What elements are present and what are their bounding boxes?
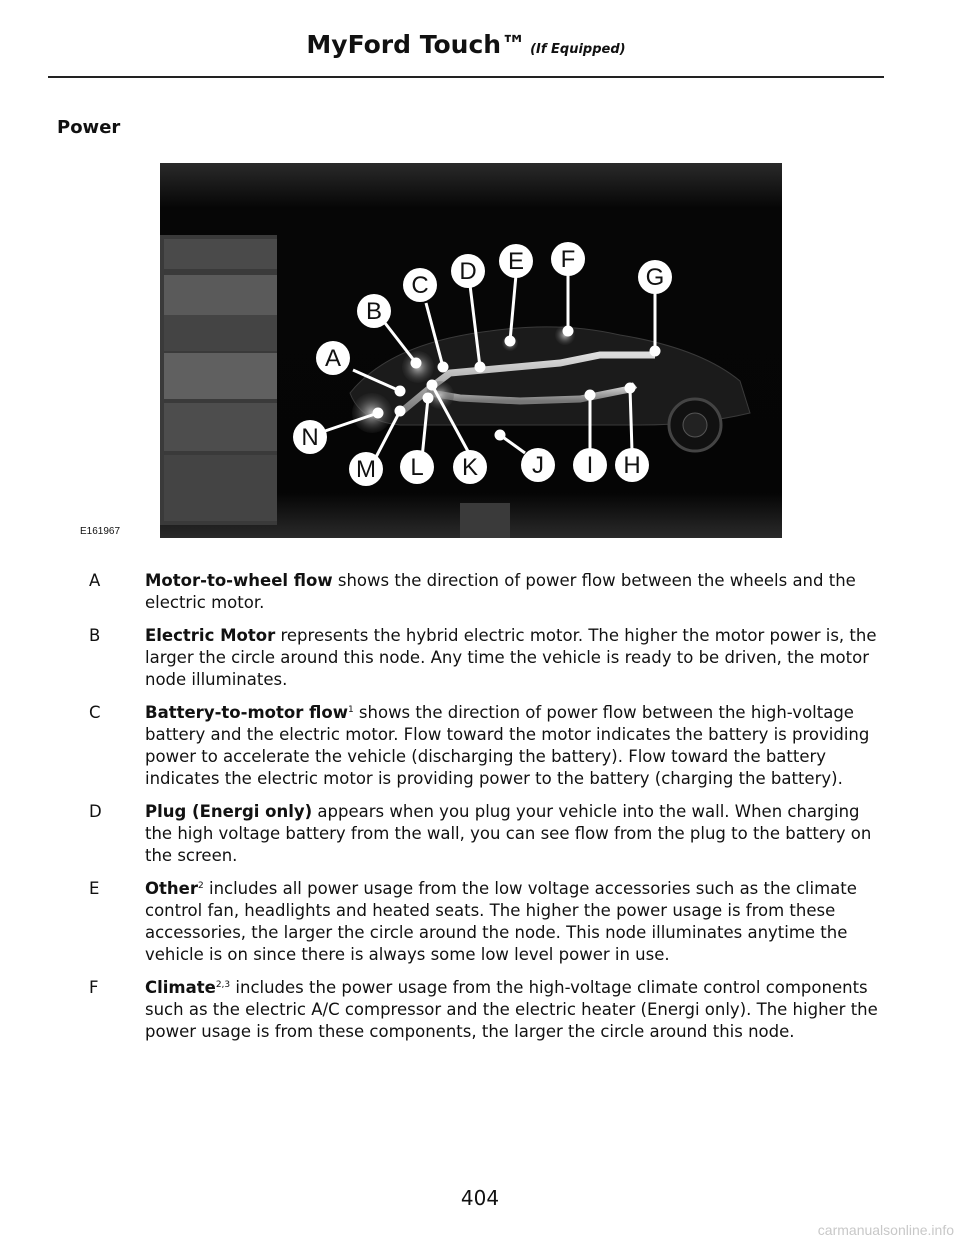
label-L — [400, 450, 434, 484]
item-term: Climate — [145, 978, 216, 997]
legend-item-a — [89, 570, 879, 614]
svg-text:L: L — [410, 454, 424, 481]
item-term: Other — [145, 879, 198, 898]
svg-text:H: H — [623, 452, 641, 479]
item-text: appears when you plug your vehicle into the wall. When charging the high voltage battery from the wall, you can see flow from the plug to the battery on the screen. — [145, 802, 872, 865]
label-C — [403, 268, 437, 302]
label-D — [451, 254, 485, 288]
svg-text:M: M — [356, 456, 376, 483]
label-F — [551, 242, 585, 276]
svg-text:B: B — [365, 298, 383, 325]
chapter-title: MyFord Touch™ — [306, 30, 527, 59]
legend-item-d — [89, 801, 879, 867]
page-header — [48, 30, 884, 59]
svg-text:G: G — [645, 264, 665, 291]
svg-text:A: A — [324, 345, 342, 372]
legend-item-f: F Climate$^{2,3}$ includes the power usage from the high-voltage climate control components such as the electric A/C compressor and the electric heater (Energi only). The higher the power usage is from these components, the larger the circle around this node. — [89, 978, 878, 1041]
label-E — [499, 244, 533, 278]
label-N — [293, 420, 327, 454]
motor-node-glow — [352, 393, 392, 433]
item-term: Electric Motor — [145, 626, 276, 645]
item-text: shows the direction of power flow between the wheels and the electric motor. — [145, 571, 856, 612]
figure-id: E161967 — [80, 526, 121, 537]
svg-text:F: F — [560, 246, 576, 273]
item-letter: B — [89, 626, 101, 645]
legend-list — [89, 570, 879, 1054]
svg-text:J: J — [532, 452, 544, 479]
svg-text:I: I — [586, 452, 594, 479]
item-text: includes the power usage from the high-voltage climate control components such as the electric A/C compressor and the electric heater (Energi only). The higher the power usage is from these components, the larger the circle around this node. — [145, 978, 878, 1041]
item-term: Motor-to-wheel flow — [145, 571, 333, 590]
label-H — [615, 448, 649, 482]
svg-text:C: C — [411, 272, 429, 299]
page-number: 404 — [460, 1186, 500, 1210]
item-letter: E — [89, 879, 100, 898]
header-rule — [48, 76, 884, 78]
item-letter: C — [89, 703, 101, 722]
svg-text:N: N — [301, 424, 319, 451]
legend-item-c: C Battery-to-motor flow$^1$ shows the direction of power flow between the high-voltage battery and the electric motor. Flow toward the motor indicates the battery is providing power to accelerate the vehicle (discharging the battery). Flow toward the battery indicates the electric motor is providing power to the battery (charging the battery). — [89, 703, 870, 788]
label-G — [638, 260, 672, 294]
item-letter: F — [89, 978, 99, 997]
legend-item-b — [89, 625, 879, 691]
item-letter: D — [89, 802, 102, 821]
svg-text:D: D — [459, 258, 477, 285]
label-M — [349, 452, 383, 486]
legend-item-e: E Other$^2$ includes all power usage from the low voltage accessories such as the climate control fan, headlights and heated seats. The higher the power usage is from these accessories, the larger the circle around the node. This node illuminates anytime the vehicle is on since there is always some low level power in use. — [89, 879, 857, 964]
section-heading: Power — [57, 117, 121, 138]
item-letter: A — [89, 571, 101, 590]
chapter-subtitle: (If Equipped) — [530, 42, 626, 57]
item-term: Battery-to-motor flow — [145, 703, 348, 722]
item-text: represents the hybrid electric motor. The higher the motor power is, the larger the circle around this node. Any time the vehicle is ready to be driven, the motor node illuminates. — [145, 626, 877, 689]
item-term: Plug (Energi only) — [145, 802, 313, 821]
item-text: shows the direction of power flow between the high-voltage battery and the electric motor. Flow toward the motor indicates the battery is providing power to accelerate the vehicle (discharging the battery). Flow toward the battery indicates the electric motor is providing power to the battery (charging the battery). — [145, 703, 870, 788]
label-K — [453, 450, 487, 484]
item-text: includes all power usage from the low voltage accessories such as the climate control fan, headlights and heated seats. The higher the power usage is from these accessories, the larger the circle around the node. This node illuminates anytime the vehicle is on since there is always some low level power in use. — [145, 879, 857, 964]
label-I — [573, 448, 607, 482]
watermark: carmanualsonline.info — [817, 1222, 954, 1238]
label-B — [357, 294, 391, 328]
label-J — [521, 448, 555, 482]
power-flow-figure — [160, 163, 782, 538]
svg-text:E: E — [507, 248, 525, 275]
label-A — [316, 341, 350, 375]
svg-text:K: K — [461, 454, 479, 481]
